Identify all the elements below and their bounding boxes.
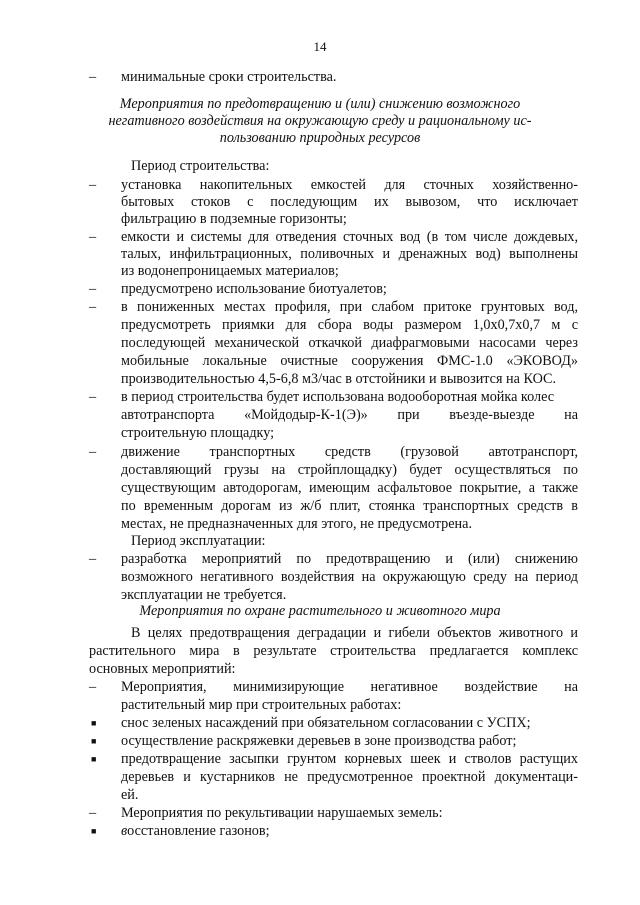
square-bullet-icon: ■ bbox=[91, 754, 97, 764]
square-bullet-icon: ■ bbox=[91, 826, 97, 836]
square-bullet-icon: ■ bbox=[91, 718, 97, 728]
italic-letter: в bbox=[121, 823, 128, 839]
list-item-text: предусмотреть приямки для сбора воды размером 1,0х0,7х0,7 м с bbox=[121, 317, 578, 333]
list-item-text: по временным дорогам из ж/б плит, стоянка транспортных средств в bbox=[121, 498, 578, 514]
list-item-text: фильтрацию в подземные горизонты; bbox=[121, 211, 347, 227]
list-item-text: разработка мероприятий по предотвращению и (или) снижению bbox=[121, 551, 578, 567]
list-item-text: установка накопительных емкостей для сточных хозяйственно- bbox=[121, 177, 578, 193]
dash-marker: – bbox=[89, 299, 97, 315]
bullet-item-text: деревьев и кустарников не предусмотренное проектной документаци- bbox=[121, 769, 578, 785]
list-item-text: Мероприятия по рекультивации нарушаемых земель: bbox=[121, 805, 443, 821]
bullet-item-text bbox=[121, 823, 578, 840]
list-item-text: последующей механической откачкой диафрагмовыми насосами через bbox=[121, 335, 578, 351]
list-item-text: емкости и системы для отведения сточных вод (в том числе дождевых, bbox=[121, 229, 578, 245]
dash-marker: – bbox=[89, 444, 97, 460]
dash-marker: – bbox=[89, 679, 97, 695]
dash-marker: – bbox=[89, 805, 97, 821]
paragraph-text: растительного мира в результате строительства предлагается комплекс bbox=[89, 643, 578, 659]
period-label-text: Период эксплуатации: bbox=[131, 533, 266, 549]
list-item-text: существующим автодорогам, имеющим асфальтовое покрытие, а также bbox=[121, 480, 578, 496]
list-item-text: доставляющий грузы на стройплощадку) будет осуществляться по bbox=[121, 462, 578, 478]
section-heading-line: Мероприятия по предотвращению и (или) снижению возможного bbox=[119, 96, 521, 112]
list-item-text: талых, инфильтрационных, поливочных и дренажных вод) выполнены bbox=[121, 246, 578, 262]
dash-marker: – bbox=[89, 69, 97, 85]
bullet-item-text: осуществление раскряжевки деревьев в зоне производства работ; bbox=[121, 733, 517, 749]
list-item-text: автотранспорта «Мойдодыр-К-1(Э)» при въезде-выезде на bbox=[121, 407, 578, 423]
dash-marker: – bbox=[89, 281, 97, 297]
list-item-text: в пониженных местах профиля, при слабом притоке грунтовых вод, bbox=[121, 299, 578, 315]
paragraph-text: В целях предотвращения деградации и гибели объектов животного и bbox=[131, 625, 578, 641]
bullet-item-text: предотвращение засыпки грунтом корневых шеек и стволов растущих bbox=[121, 751, 578, 767]
list-item-text: в период строительства будет использована водооборотная мойка колес bbox=[121, 389, 555, 405]
list-item-text: мобильные локальные очистные сооружения ФМС-1.0 «ЭКОВОД» bbox=[121, 353, 578, 369]
bullet-item-text: снос зеленых насаждений при обязательном согласовании с УСПХ; bbox=[121, 715, 531, 731]
dash-marker: – bbox=[89, 229, 97, 245]
list-item-text: эксплуатации не требуется. bbox=[121, 587, 287, 603]
dash-marker: – bbox=[89, 551, 97, 567]
list-item-text: предусмотрено использование биотуалетов; bbox=[121, 281, 387, 297]
page-number: 14 bbox=[313, 39, 327, 54]
list-item-text: из водонепроницаемых материалов; bbox=[121, 263, 339, 279]
list-item-text: движение транспортных средств (грузовой автотранспорт, bbox=[121, 444, 578, 460]
list-item-text: растительный мир при строительных работах: bbox=[121, 697, 402, 713]
dash-marker: – bbox=[89, 389, 97, 405]
list-item-text: возможного негативного воздействия на окружающую среду на период bbox=[121, 569, 578, 585]
section-heading-line: негативного воздействия на окружающую среду и рациональному ис- bbox=[108, 113, 532, 129]
bullet-item-text-rest: осстановление газонов; bbox=[127, 823, 270, 839]
list-item-text: местах, не предназначенных для этого, не предусмотрена. bbox=[121, 516, 472, 532]
list-item-text: минимальные сроки строительства. bbox=[121, 69, 337, 85]
bullet-item-text: ей. bbox=[121, 787, 139, 803]
list-item-text: производительностью 4,5-6,8 м3/час в отстойники и вывозится на КОС. bbox=[121, 371, 557, 387]
section-heading-line: пользованию природных ресурсов bbox=[219, 130, 421, 146]
list-item-text: бытовых стоков с последующим их вывозом, что исключает bbox=[121, 194, 578, 210]
square-bullet-icon: ■ bbox=[91, 736, 97, 746]
list-item-text: Мероприятия, минимизирующие негативное воздействие на bbox=[121, 679, 578, 695]
period-label-text: Период строительства: bbox=[131, 158, 270, 174]
dash-marker: – bbox=[89, 177, 97, 193]
paragraph-text: основных мероприятий: bbox=[89, 661, 236, 677]
list-item-text: строительную площадку; bbox=[121, 425, 275, 441]
section-heading: Мероприятия по охране растительного и животного мира bbox=[139, 603, 501, 619]
